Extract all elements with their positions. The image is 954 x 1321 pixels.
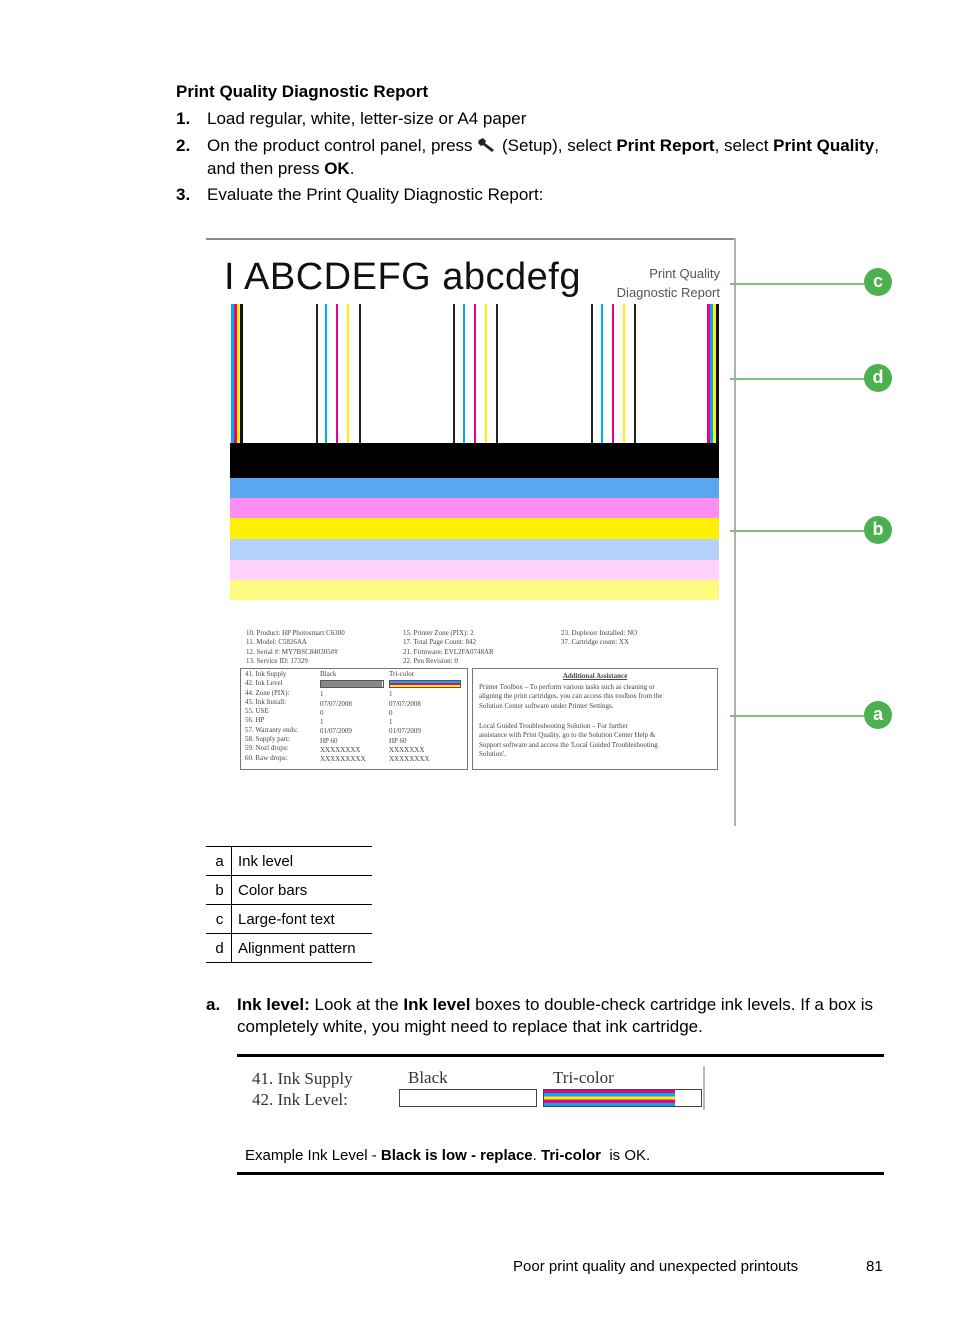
step-number: 3.	[176, 185, 191, 204]
callout-c: c	[864, 268, 892, 296]
step-text-part: , and then press	[207, 136, 879, 178]
callout-d: d	[864, 364, 892, 392]
ink-level-box-tricolor	[543, 1089, 702, 1107]
step-text-part: On the product control panel, press	[207, 136, 473, 155]
alignment-line	[623, 304, 625, 444]
alignment-line	[601, 304, 603, 444]
footer-title: Poor print quality and unexpected printouts	[513, 1258, 799, 1275]
assistance-title: Additional Assistance	[562, 672, 628, 680]
step-text-part: , select	[714, 136, 774, 155]
ink-table-tricolor	[389, 670, 461, 765]
info-line: 13. Service ID: 17329	[246, 656, 308, 665]
info-line: 22. Pen Revision: 0	[403, 656, 458, 665]
report-title-line: Diagnostic Report	[616, 285, 720, 300]
caption-bold: Black is low - replace	[380, 1147, 533, 1164]
assistance-line: Local Guided Troubleshooting Solution – For further	[479, 722, 628, 730]
assistance-line: assistance with Print Quality, go to the Solution Center Help &	[479, 731, 656, 740]
assistance-box	[472, 668, 718, 770]
report-info-col2	[403, 629, 494, 666]
ink-row-label: 55. USE	[245, 707, 269, 716]
section-rule	[237, 1172, 884, 1175]
step-text-part: .	[349, 159, 355, 178]
ink-level-bold: Ink level:	[237, 995, 310, 1014]
section-rule	[237, 1054, 884, 1057]
color-bar-magenta	[230, 498, 719, 518]
assistance-line: Solution'.	[479, 749, 506, 758]
ink-black-value: 1	[320, 718, 324, 727]
alignment-line	[591, 304, 593, 444]
color-bar-yellow	[230, 518, 719, 539]
ink-example-black-label: Black	[408, 1068, 448, 1087]
ink-level-part: boxes to double-check cartridge ink levels. If a box is completely white, you might need to replace that ink cartridge.	[237, 995, 873, 1036]
step-text-part: (Setup), select	[497, 136, 617, 155]
ink-tri-value: 0	[389, 708, 393, 717]
ink-level-box-black	[320, 680, 384, 688]
ink-tri-value: XXXXXXXX	[389, 755, 430, 764]
ink-tri-value: 07/07/2008	[389, 699, 421, 708]
info-line: 23. Duplexer Installed: NO	[561, 629, 638, 637]
ink-example-tricolor-label: Tri-color	[553, 1068, 614, 1087]
ink-black-value: Black	[320, 670, 337, 678]
caption-bold: Tri-color	[541, 1147, 602, 1164]
large-font-text: I ABCDEFG abcdefg	[224, 256, 581, 298]
legend-key: a	[206, 847, 232, 876]
ink-tri-value: 01/07/2009	[389, 727, 421, 736]
ink-black-value: 01/07/2009	[320, 727, 352, 736]
ink-example-caption	[245, 1147, 650, 1164]
legend-value: Large-font text	[232, 905, 373, 934]
color-bar-light-yellow	[230, 580, 719, 600]
caption-part: .	[532, 1147, 541, 1164]
report-title	[600, 264, 720, 302]
assistance-paragraph	[479, 722, 658, 759]
alignment-line	[325, 304, 327, 444]
ink-row-label: 41. Ink Supply	[245, 670, 287, 678]
legend-table	[206, 846, 372, 963]
info-line: 21. Firmware: EVL2FA0748AR	[403, 647, 494, 656]
alignment-line	[240, 304, 243, 444]
info-line: 17. Total Page Count: 842	[403, 638, 477, 647]
assistance-line: aligning the print cartridges, you can access this toolbox from the	[479, 692, 663, 701]
ink-tri-value: XXXXXXX	[389, 746, 425, 755]
ink-black-value: 1	[320, 690, 324, 699]
ink-level-text	[237, 994, 887, 1038]
legend-row	[206, 905, 372, 934]
step-text: Load regular, white, letter-size or A4 paper	[207, 109, 527, 128]
list-label: a.	[206, 995, 221, 1014]
callout-line	[730, 283, 864, 285]
color-bar-black	[230, 443, 719, 478]
info-line: 15. Printer Zone (PIX): 2	[403, 629, 474, 637]
ink-row-label: 60. Raw drops:	[245, 753, 288, 762]
ink-table-black	[320, 670, 384, 765]
ink-level-bold: Ink level	[403, 995, 471, 1014]
step-text	[207, 135, 887, 179]
page-number: 81	[866, 1258, 883, 1275]
ink-example-border	[703, 1066, 705, 1110]
color-bar-cyan	[230, 478, 719, 498]
ink-row-label: 58. Supply part:	[245, 735, 290, 744]
report-border	[206, 238, 736, 240]
info-line: 11. Model: C5826AA	[246, 638, 307, 647]
step-number: 1.	[176, 109, 191, 128]
legend-value: Alignment pattern	[232, 934, 373, 963]
legend-key: b	[206, 876, 232, 905]
report-title-line: Print Quality	[649, 266, 720, 281]
ink-row-label: 42. Ink Level	[245, 679, 283, 688]
ink-row-label: 57. Warranty ends:	[245, 725, 298, 734]
ink-level-fill	[544, 1090, 675, 1106]
color-bar-light-magenta	[230, 560, 719, 580]
report-ink-table	[240, 668, 468, 770]
alignment-line	[474, 304, 476, 444]
ink-tri-value: 1	[389, 690, 393, 699]
alignment-line	[485, 304, 487, 444]
ink-row-label: 45. Ink Install:	[245, 697, 287, 706]
legend-row	[206, 876, 372, 905]
ink-table-labels	[245, 670, 298, 763]
legend-value: Ink level	[232, 847, 373, 876]
info-line: 12. Serial #: MY7BSC840305##	[246, 647, 338, 656]
step-bold: OK	[324, 159, 350, 178]
legend-key: c	[206, 905, 232, 934]
ink-example-line: 41. Ink Supply	[252, 1069, 353, 1088]
step-bold: Print Report	[616, 136, 715, 155]
assistance-line: Solution Center software under Printer Settings.	[479, 701, 614, 710]
step-bold: Print Quality	[773, 136, 875, 155]
ink-black-value: HP 60	[320, 736, 338, 745]
ink-level-box-black	[399, 1089, 537, 1107]
ink-black-value: XXXXXXXXX	[320, 755, 366, 764]
ink-example-line: 42. Ink Level:	[252, 1090, 348, 1109]
caption-part: is OK.	[601, 1147, 651, 1164]
ink-row-label: 44. Zone (PIX):	[245, 688, 290, 697]
step-number: 2.	[176, 136, 191, 155]
report-info-col3	[561, 629, 637, 648]
alignment-line	[612, 304, 614, 444]
legend-row	[206, 847, 372, 876]
legend-row	[206, 934, 372, 963]
section-heading: Print Quality Diagnostic Report	[176, 82, 429, 101]
callout-line	[730, 378, 864, 380]
assistance-paragraph	[479, 683, 662, 711]
alignment-line	[316, 304, 318, 444]
caption-part: Example Ink Level -	[245, 1147, 381, 1164]
alignment-line	[496, 304, 498, 444]
ink-black-value: 0	[320, 708, 324, 717]
ink-tri-value: Tri-color	[389, 670, 415, 678]
alignment-line	[359, 304, 361, 444]
legend-key: d	[206, 934, 232, 963]
report-info-col1	[246, 629, 345, 666]
ink-row-label: 56. HP	[245, 716, 265, 725]
callout-line	[730, 530, 864, 532]
assistance-line: Support software and access the 'Local Guided Troubleshooting	[479, 740, 658, 749]
alignment-line	[336, 304, 338, 444]
callout-a: a	[864, 701, 892, 729]
ink-tri-value: HP 60	[389, 736, 407, 745]
step-2	[176, 135, 879, 179]
ink-black-value: 07/07/2008	[320, 699, 352, 708]
color-bar-light-cyan	[230, 539, 719, 560]
ink-tri-value: 1	[389, 718, 393, 727]
alignment-line	[634, 304, 636, 444]
ink-row-label: 59. Nozl drops:	[245, 744, 289, 753]
ink-level-part: Look at the	[309, 995, 404, 1014]
step-text: Evaluate the Print Quality Diagnostic Report:	[207, 185, 544, 204]
callout-line	[730, 715, 864, 717]
ink-level-box-tricolor	[389, 680, 461, 688]
ink-example-labels	[252, 1068, 353, 1110]
legend-value: Color bars	[232, 876, 373, 905]
ink-black-value: XXXXXXXX	[320, 746, 361, 755]
assistance-line: Printer Toolbox – To perform various tasks such as cleaning or	[479, 683, 655, 691]
ink-level-paragraph	[206, 994, 886, 1040]
callout-b: b	[864, 516, 892, 544]
alignment-line	[453, 304, 455, 444]
info-line: 37. Cartridge count: XX	[561, 638, 630, 647]
alignment-line	[716, 304, 719, 444]
wrench-icon	[477, 137, 497, 158]
info-line: 10. Product: HP Photosmart C6300	[246, 629, 345, 637]
alignment-line	[347, 304, 349, 444]
alignment-line	[463, 304, 465, 444]
report-border	[734, 238, 736, 826]
